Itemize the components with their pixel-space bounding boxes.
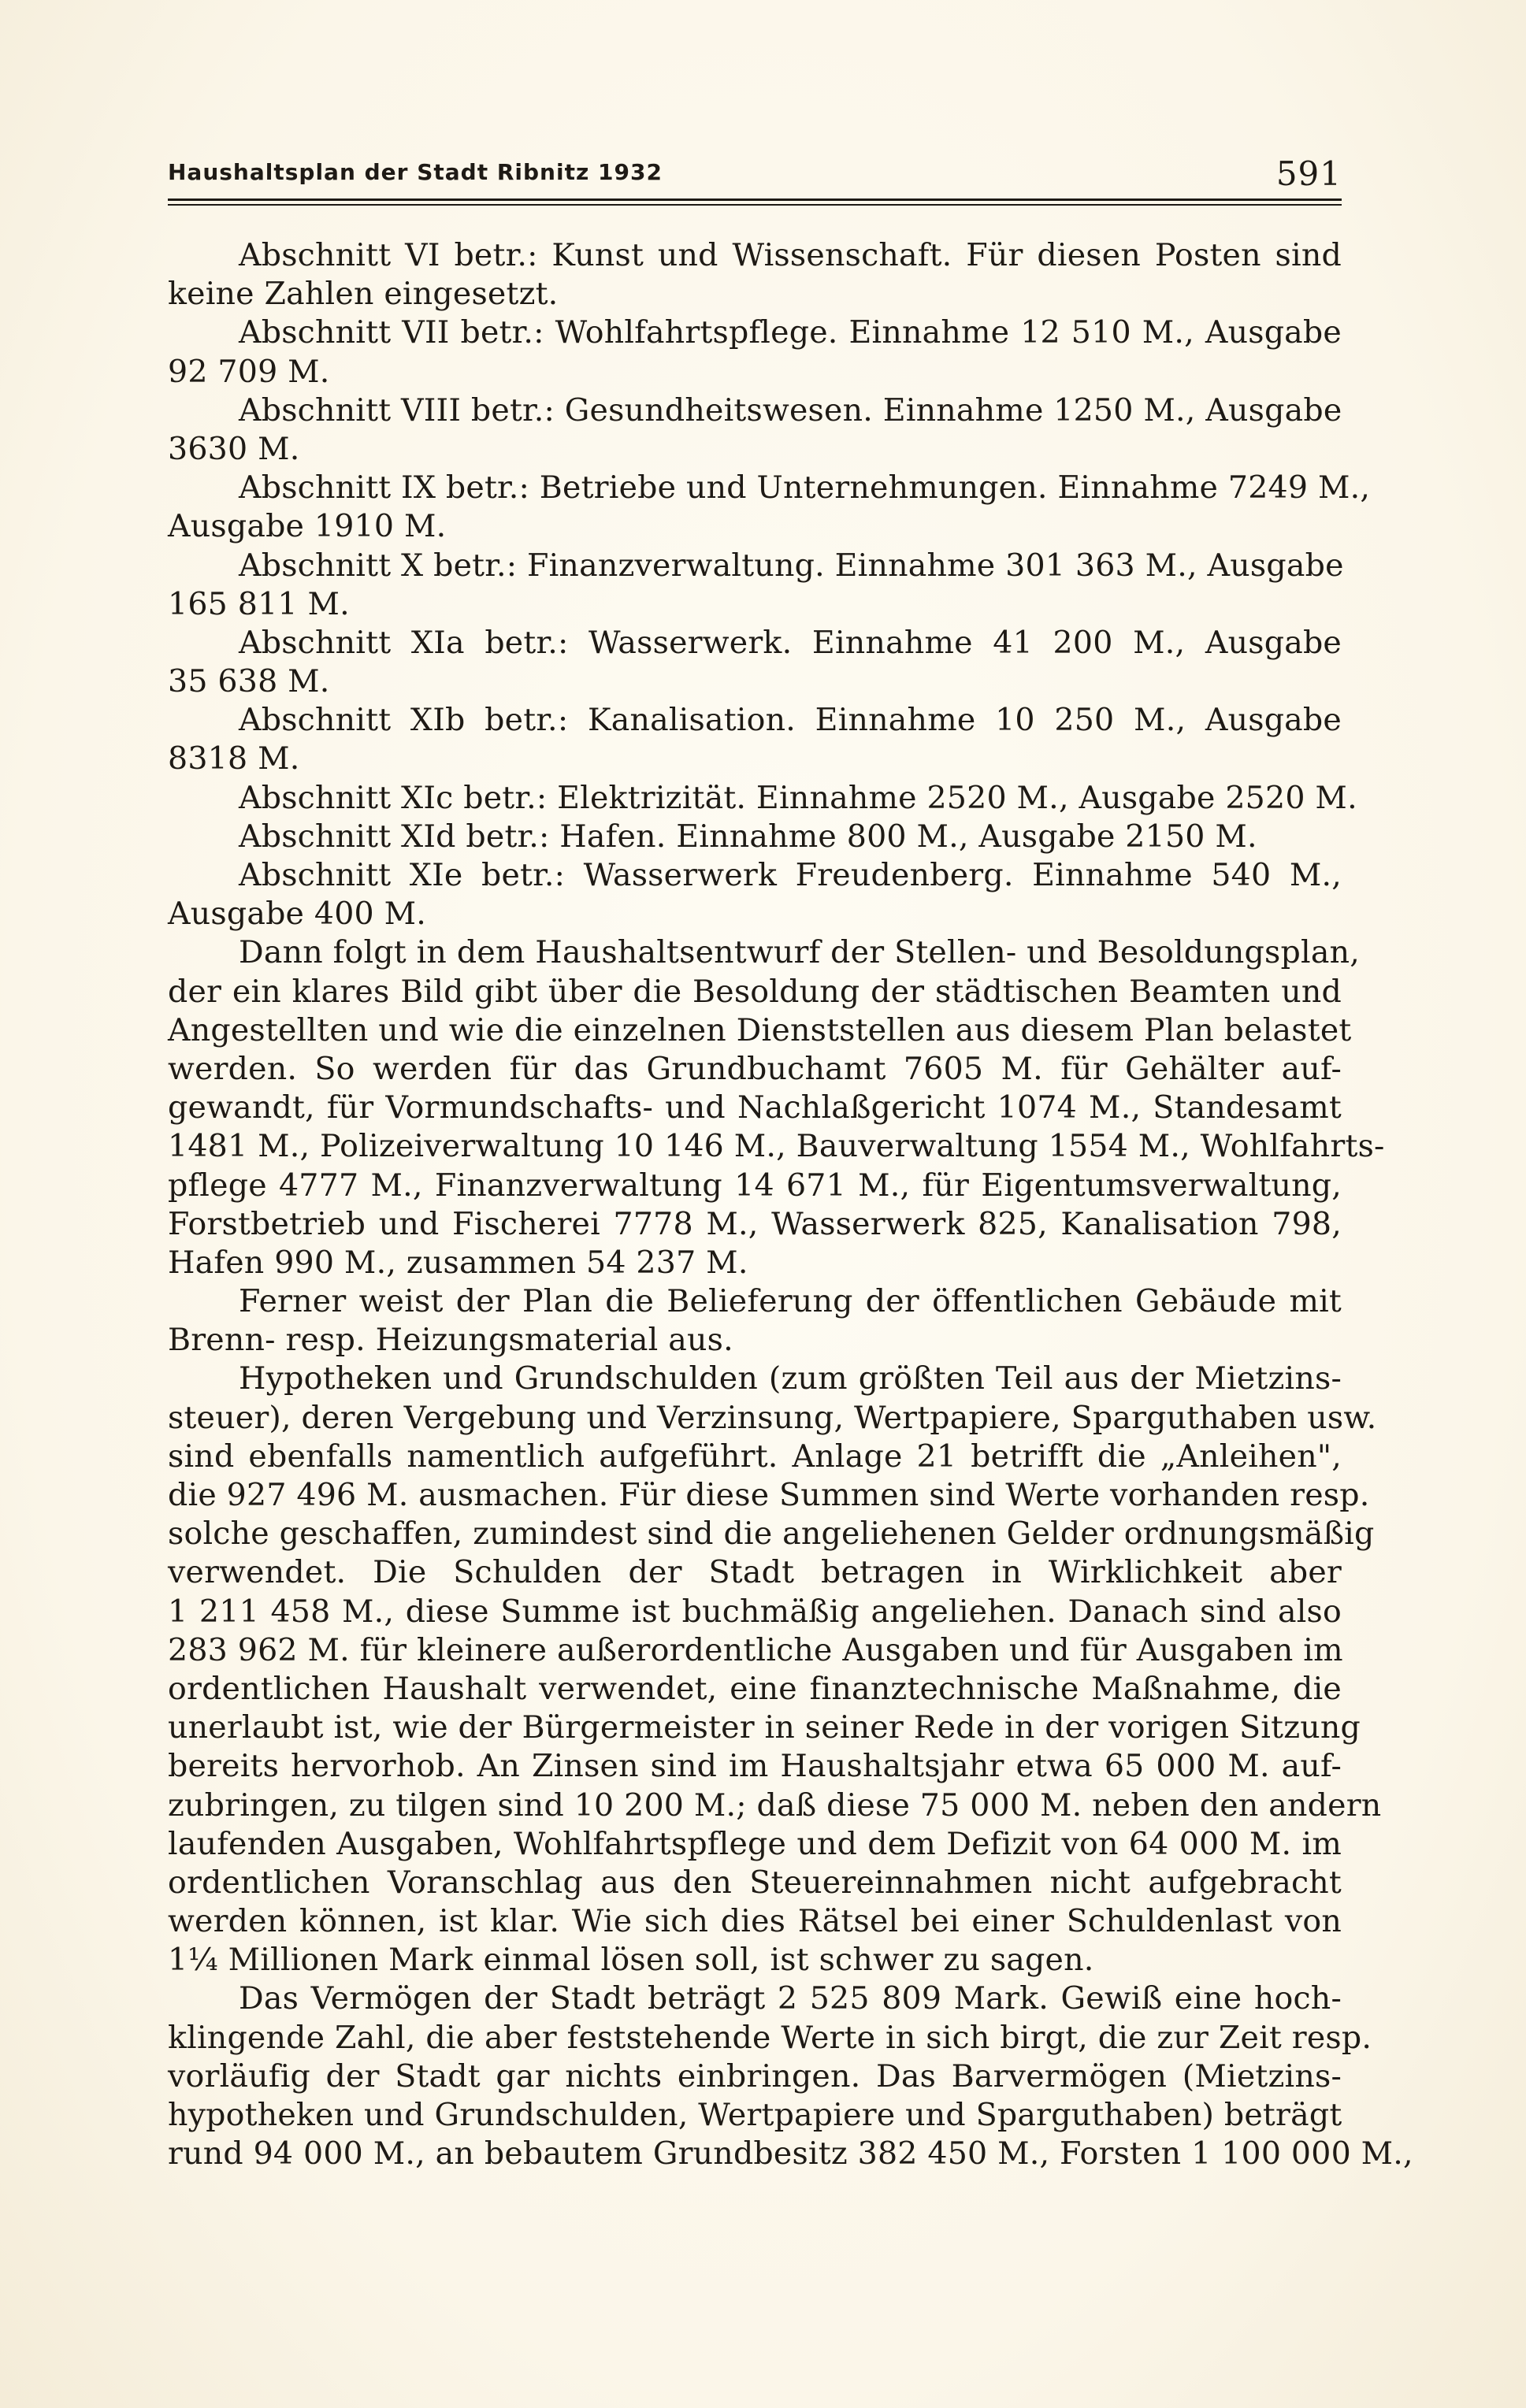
text-line: Brenn- resp. Heizungsmaterial aus. [168,1322,733,1359]
text-line: 1¼ Millionen Mark einmal lösen soll, ist schwer zu sagen. [168,1942,1094,1979]
text-line: keine Zahlen eingesetzt. [168,276,559,313]
body-text [168,236,1413,2173]
text-line: 1481 M., Polizeiverwaltung 10 146 M., Bauverwaltung 1554 M., Wohlfahrts- [168,1128,1385,1165]
text-line: 8318 M. [168,740,300,777]
text-line: Abschnitt VI betr.: Kunst und Wissenschaft. Für diesen Posten sind [239,237,1342,273]
text-line: solche geschaffen, zumindest sind die angeliehenen Gelder ordnungsmäßig [168,1516,1375,1553]
text-line: Abschnitt XId betr.: Hafen. Einnahme 800 M., Ausgabe 2150 M. [239,818,1257,855]
text-line: Abschnitt VIII betr.: Gesundheitswesen. Einnahme 1250 M., Ausgabe [239,391,1342,429]
text-line: sind ebenfalls namentlich aufgeführt. Anlage 21 betrifft die „Anleihen", [168,1438,1342,1475]
text-line: ordentlichen Haushalt verwendet, eine finanztechnische Maßnahme, die [168,1670,1342,1707]
text-line: 3630 M. [168,430,300,467]
text-line: steuer), deren Vergebung und Verzinsung, Wertpapiere, Sparguthaben usw. [168,1399,1377,1436]
text-line: Abschnitt XIc betr.: Elektrizität. Einnahme 2520 M., Ausgabe 2520 M. [239,779,1357,816]
text-line: 165 811 M. [168,585,350,622]
text-line: vorläufig der Stadt gar nichts einbringen. Das Barvermögen (Mietzins- [168,2057,1342,2094]
text-line: Das Vermögen der Stadt beträgt 2 525 809 Mark. Gewiß eine hoch- [239,1980,1342,2017]
text-line: 283 962 M. für kleinere außerordentliche Ausgaben und für Ausgaben im [168,1631,1343,1668]
text-line: werden. So werden für das Grundbuchamt 7605 M. für Gehälter auf- [168,1050,1342,1087]
text-line: rund 94 000 M., an bebautem Grundbesitz 382 450 M., Forsten 1 100 000 M., [168,2135,1413,2172]
header-rule-top [168,199,1342,201]
text-line: Hypotheken und Grundschulden (zum größten Teil aus der Mietzins- [239,1360,1342,1397]
text-line: Dann folgt in dem Haushaltsentwurf der Stellen- und Besoldungsplan, [239,934,1360,971]
text-line: hypotheken und Grundschulden, Wertpapiere und Sparguthaben) beträgt [168,2097,1342,2133]
text-line: Abschnitt XIe betr.: Wasserwerk Freudenberg. Einnahme 540 M., [239,857,1342,893]
text-line: werden können, ist klar. Wie sich dies Rätsel bei einer Schuldenlast von [168,1903,1342,1940]
text-line: Ausgabe 1910 M. [168,508,447,545]
text-line: Hafen 990 M., zusammen 54 237 M. [168,1244,748,1281]
text-line: Abschnitt XIa betr.: Wasserwerk. Einnahme 41 200 M., Ausgabe [239,624,1342,661]
text-line: ordentlichen Voranschlag aus den Steuereinnahmen nicht aufgebracht [168,1864,1342,1901]
text-line: 35 638 M. [168,663,330,700]
text-line: laufenden Ausgaben, Wohlfahrtspflege und dem Defizit von 64 000 M. im [168,1825,1342,1862]
text-line: Ferner weist der Plan die Belieferung der öffentlichen Gebäude mit [239,1283,1342,1320]
text-line: 1 211 458 M., diese Summe ist buchmäßig angeliehen. Danach sind also [168,1593,1342,1630]
text-line: die 927 496 M. ausmachen. Für diese Summen sind Werte vorhanden resp. [168,1477,1370,1513]
text-line: zubringen, zu tilgen sind 10 200 M.; daß diese 75 000 M. neben den andern [168,1787,1382,1824]
text-line: pflege 4777 M., Finanzverwaltung 14 671 M., für Eigentumsverwaltung, [168,1167,1342,1204]
text-line: bereits hervorhob. An Zinsen sind im Haushaltsjahr etwa 65 000 M. auf- [168,1748,1342,1785]
running-title: Haushaltsplan der Stadt Ribnitz 1932 [168,159,663,185]
text-line: der ein klares Bild gibt über die Besoldung der städtischen Beamten und [168,973,1342,1010]
text-line: Abschnitt X betr.: Finanzverwaltung. Einnahme 301 363 M., Ausgabe [239,547,1344,584]
text-line: klingende Zahl, die aber feststehende Werte in sich birgt, die zur Zeit resp. [168,2019,1372,2056]
text-line: Abschnitt XIb betr.: Kanalisation. Einnahme 10 250 M., Ausgabe [239,702,1342,739]
page-number: 591 [1275,154,1342,193]
text-line: Angestellten und wie die einzelnen Dienststellen aus diesem Plan belastet [168,1011,1352,1048]
text-line: Forstbetrieb und Fischerei 7778 M., Wasserwerk 825, Kanalisation 798, [168,1205,1342,1242]
text-line: 92 709 M. [168,353,330,390]
page-header [168,154,1342,195]
text-line: Abschnitt VII betr.: Wohlfahrtspflege. Einnahme 12 510 M., Ausgabe [239,314,1342,351]
text-line: unerlaubt ist, wie der Bürgermeister in seiner Rede in der vorigen Sitzung [168,1709,1361,1746]
text-line: gewandt, für Vormundschafts- und Nachlaßgericht 1074 M., Standesamt [168,1089,1342,1126]
text-line: Abschnitt IX betr.: Betriebe und Unternehmungen. Einnahme 7249 M., [239,469,1371,506]
text-line: Ausgabe 400 M. [168,896,427,933]
header-rule-bottom [168,204,1342,206]
text-line: verwendet. Die Schulden der Stadt betragen in Wirklichkeit aber [168,1554,1342,1591]
